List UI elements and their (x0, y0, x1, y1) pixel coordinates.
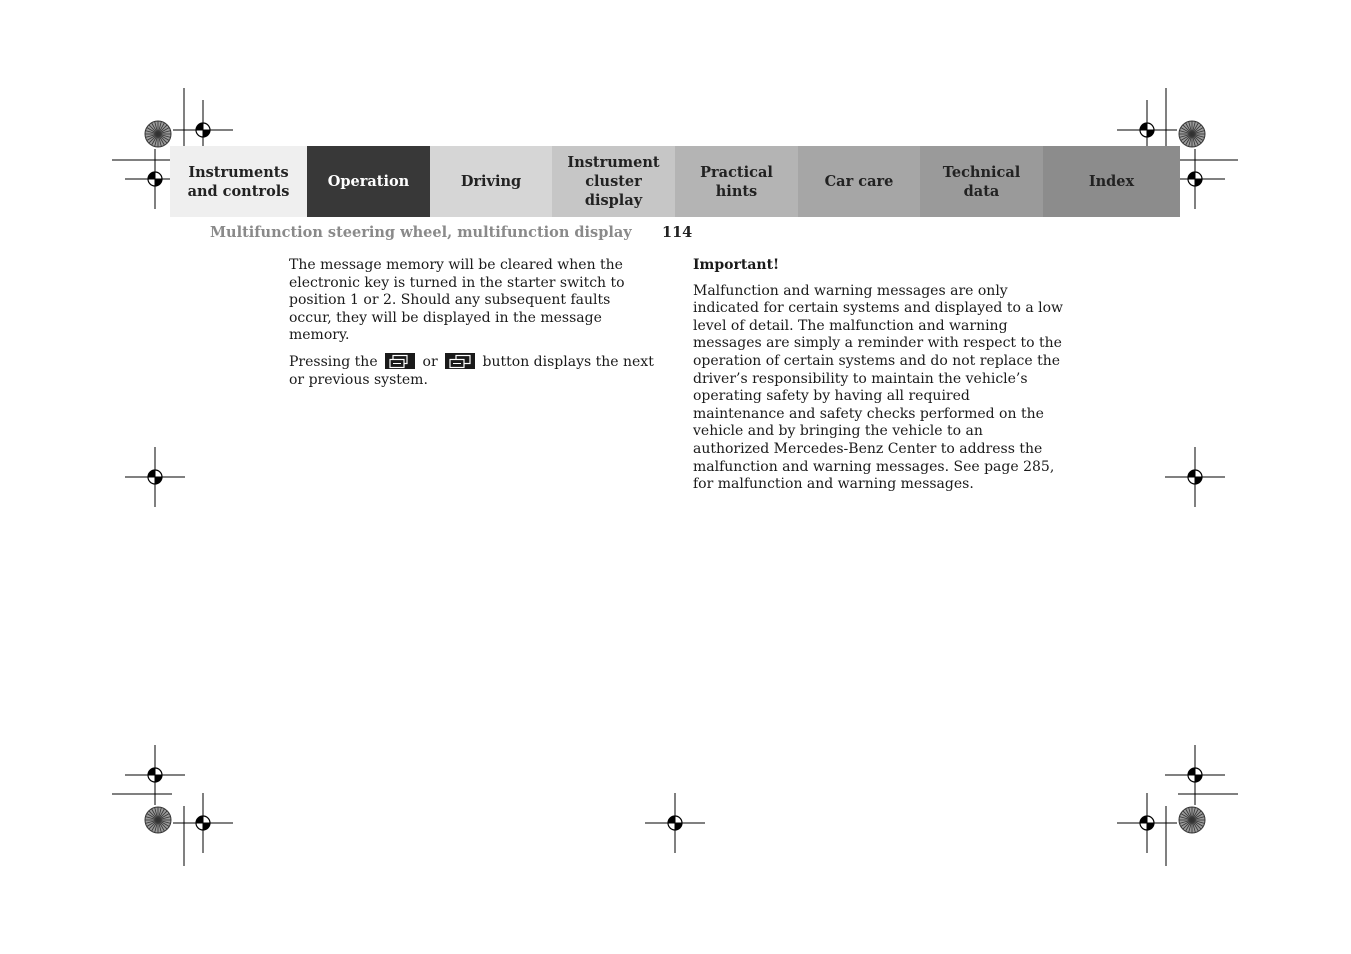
tab-practical-hints[interactable]: Practical hints (675, 146, 798, 217)
color-bar-starburst (145, 807, 171, 833)
tab-instruments-and-controls[interactable]: Instruments and controls (170, 146, 307, 217)
right-column (693, 257, 1063, 502)
tab-instrument-cluster-display[interactable]: Instrument cluster display (552, 146, 675, 217)
left-column (289, 257, 654, 397)
instruction-text-after: button displays the next or previous system. (289, 353, 654, 388)
tab-driving[interactable]: Driving (430, 146, 552, 217)
message-memory-paragraph: The message memory will be cleared when the electronic key is turned in the starter switch to position 1 or 2. Should any subsequent faults occur, they will be displayed in the message memory. (289, 257, 625, 344)
registration-mark (125, 745, 185, 805)
instruction-text-before: Pressing the (289, 353, 378, 370)
tab-technical-data[interactable]: Technical data (920, 146, 1043, 217)
tab-index[interactable]: Index (1043, 146, 1180, 217)
registration-mark (1165, 745, 1225, 805)
color-bar-starburst (1179, 121, 1205, 147)
previous-display-button-icon (445, 353, 475, 369)
registration-mark (125, 447, 185, 507)
important-heading: Important! (693, 257, 780, 273)
button-instruction-paragraph (289, 353, 654, 389)
color-bar-starburst (1179, 807, 1205, 833)
section-title: Multifunction steering wheel, multifunction display (210, 224, 632, 241)
registration-mark (1165, 447, 1225, 507)
tab-car-care[interactable]: Car care (798, 146, 920, 217)
instruction-text-between: or (422, 353, 438, 370)
next-display-button-icon (385, 353, 415, 369)
page-number: 114 (662, 224, 693, 241)
color-bar-starburst (145, 121, 171, 147)
registration-mark (645, 793, 705, 853)
chapter-tab-bar (170, 146, 1180, 217)
tab-operation[interactable]: Operation (307, 146, 430, 217)
registration-mark (173, 793, 233, 853)
important-paragraph: Malfunction and warning messages are only indicated for certain systems and displayed to a low level of detail. The malfunction and warning messages are simply a reminder with respect to the operation of certain systems and do not replace the driver’s responsibility to maintain the vehicle’s operating safety by having all required maintenance and safety checks performed on the vehicle and by bringing the vehicle to an authorized Mercedes-Benz Center to address the malfunction and warning messages. See page 285, for malfunction and warning messages. (693, 282, 1064, 493)
registration-mark (1117, 793, 1177, 853)
